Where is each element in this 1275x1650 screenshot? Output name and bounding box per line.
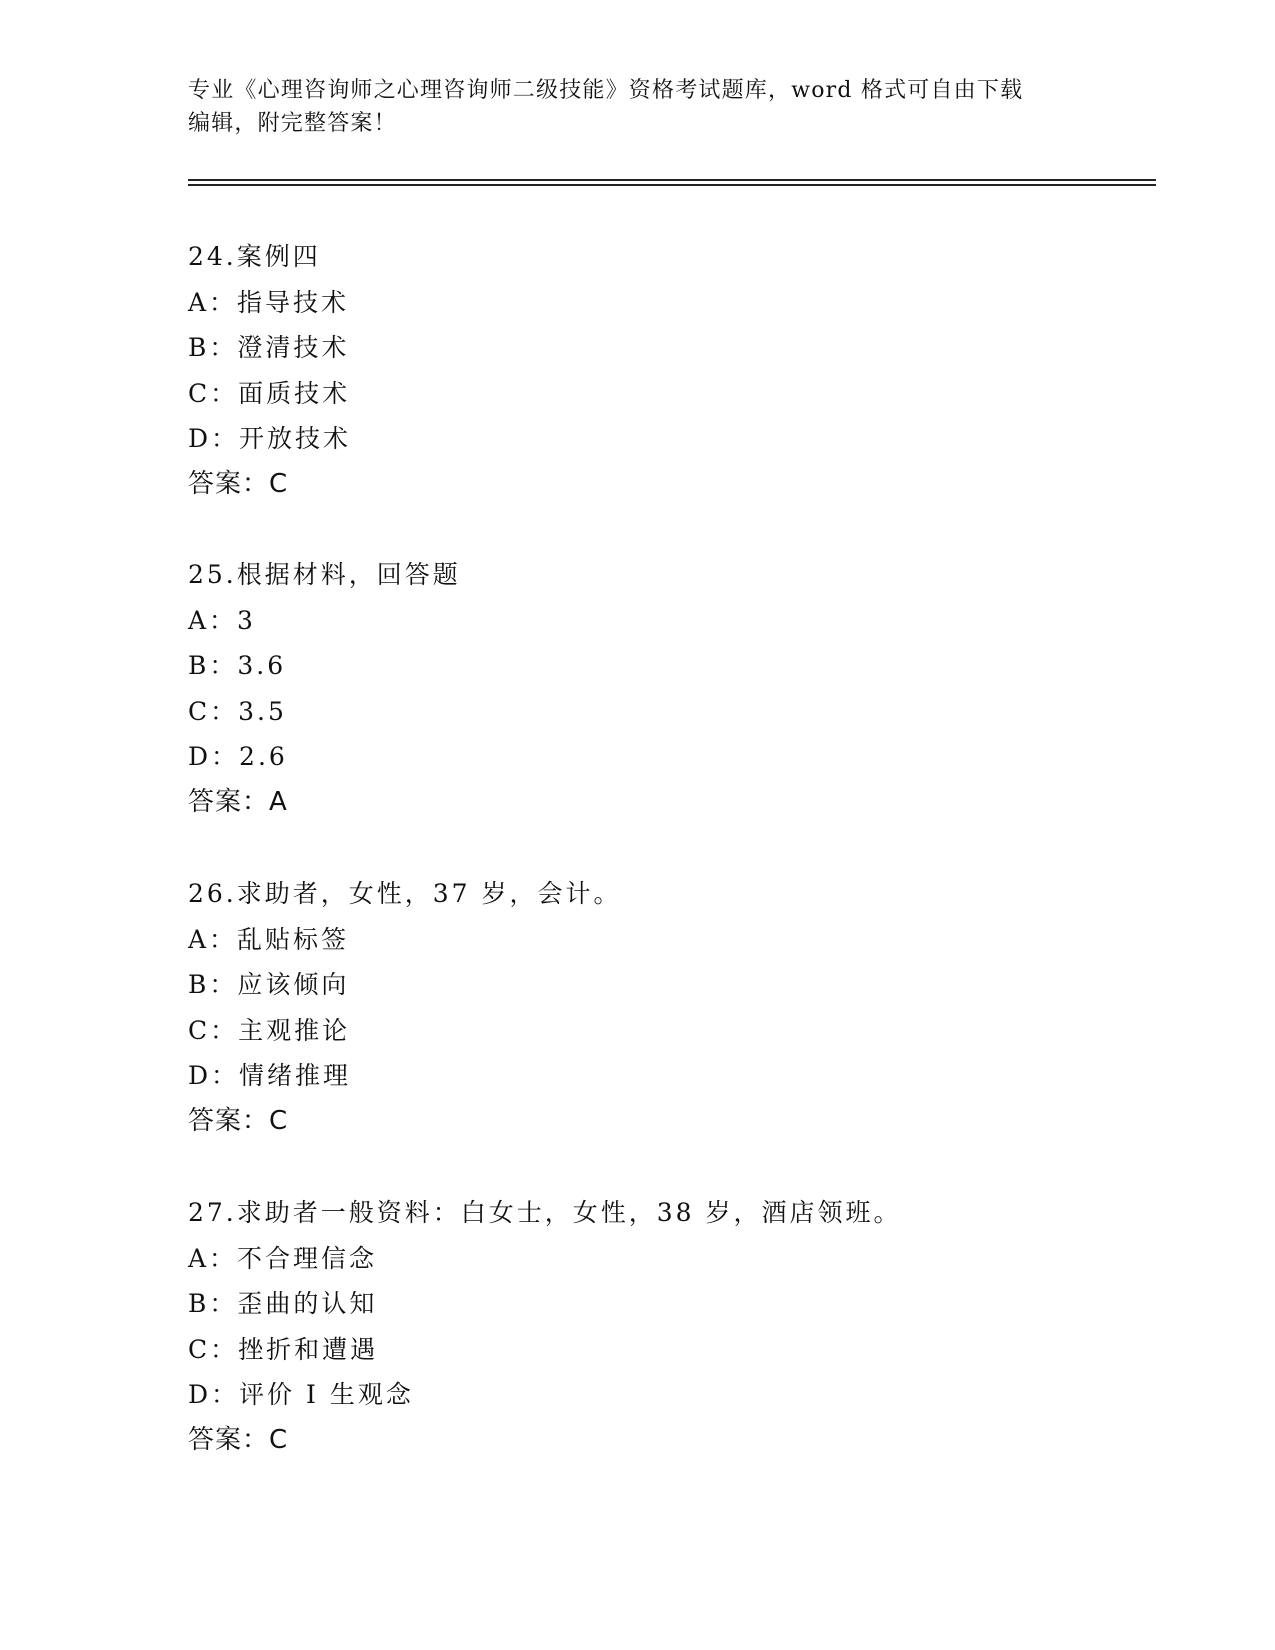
option-c: C：挫折和遭遇 bbox=[188, 1334, 379, 1364]
question-27 bbox=[188, 1190, 1148, 1463]
option-a: A：乱贴标签 bbox=[188, 924, 350, 954]
option-d: D：情绪推理 bbox=[188, 1061, 352, 1090]
question-title: 27.求助者一般资料：白女士，女性，38 岁，酒店领班。 bbox=[188, 1198, 902, 1227]
option-c: C：3.5 bbox=[188, 696, 287, 726]
header-divider-bottom bbox=[188, 184, 1156, 186]
option-d: D：评价 I 生观念 bbox=[188, 1380, 414, 1409]
option-b: B：歪曲的认知 bbox=[188, 1289, 378, 1318]
answer-text: 答案：C bbox=[188, 1424, 289, 1455]
option-d: D：开放技术 bbox=[188, 424, 352, 453]
answer-text: 答案：C bbox=[188, 1105, 289, 1136]
header-line-2: 编辑，附完整答案！ bbox=[188, 111, 397, 136]
option-a: A：指导技术 bbox=[188, 287, 350, 317]
header-divider-top bbox=[188, 179, 1156, 181]
option-b: B：3.6 bbox=[188, 651, 287, 680]
option-a: A：3 bbox=[188, 605, 256, 635]
header-line-1: 专业《心理咨询师之心理咨询师二级技能》资格考试题库，word 格式可自由下载 bbox=[188, 78, 1024, 103]
answer-text: 答案：A bbox=[188, 786, 288, 817]
option-a: A：不合理信念 bbox=[188, 1243, 378, 1273]
question-24 bbox=[188, 234, 1148, 507]
option-c: C：面质技术 bbox=[188, 378, 351, 408]
document-header bbox=[188, 74, 1088, 140]
option-b: B：应该倾向 bbox=[188, 970, 350, 999]
answer-text: 答案：C bbox=[188, 468, 289, 499]
option-c: C：主观推论 bbox=[188, 1015, 351, 1045]
option-d: D：2.6 bbox=[188, 742, 288, 771]
question-title: 25.根据材料，回答题 bbox=[188, 560, 461, 589]
question-26 bbox=[188, 871, 1148, 1144]
option-b: B：澄清技术 bbox=[188, 333, 350, 362]
question-title: 24.案例四 bbox=[188, 242, 321, 271]
question-title: 26.求助者，女性，37 岁，会计。 bbox=[188, 879, 622, 908]
question-25 bbox=[188, 552, 1148, 825]
